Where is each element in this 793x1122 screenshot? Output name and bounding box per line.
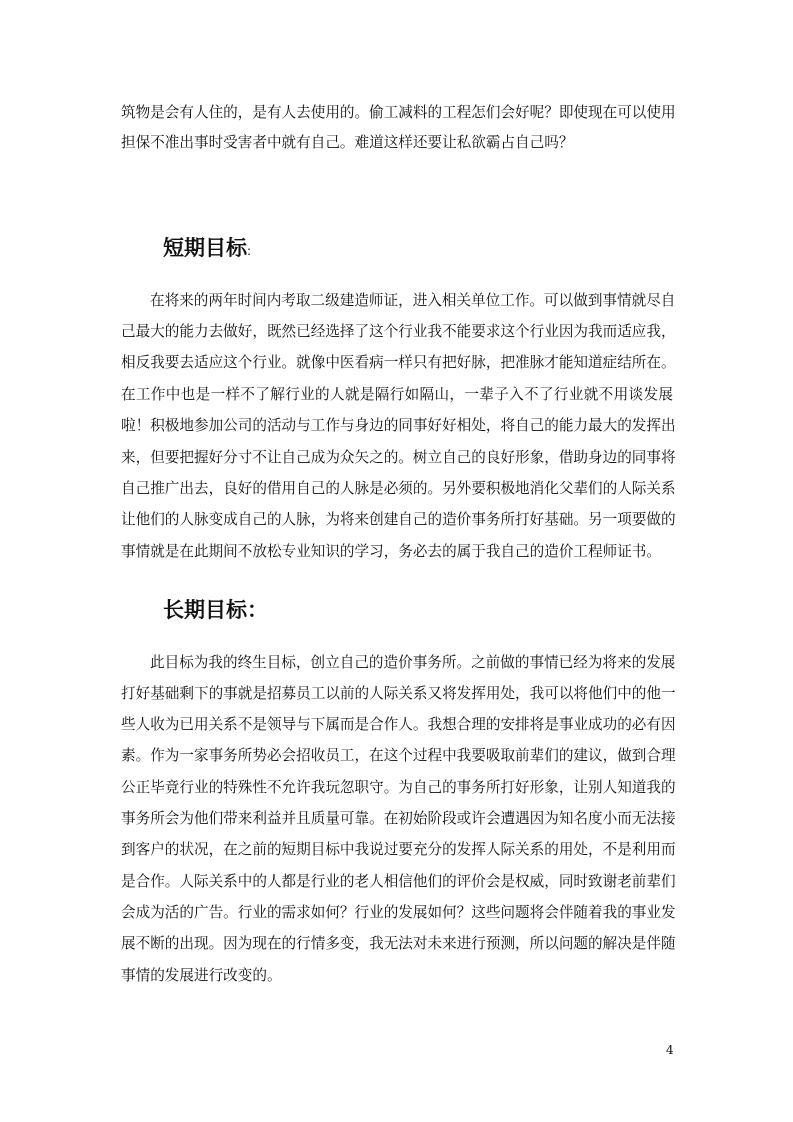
short-term-line-5: 啦！积极地参加公司的活动与工作与身边的同事好好相处，将自己的能力最大的发挥出	[121, 417, 676, 434]
long-term-line-1: 此目标为我的终生目标，创立自己的造价事务所。之前做的事情已经为将来的发展	[150, 654, 676, 671]
short-term-heading-colon: :	[247, 244, 252, 258]
long-term-line-2: 打好基础剩下的事就是招募员工以前的人际关系又将发挥用处，我可以将他们中的他一	[121, 685, 676, 702]
short-term-heading	[163, 235, 251, 264]
short-term-line-1: 在将来的两年时间内考取二级建造师证，进入相关单位工作。可以做到事情就尽自	[150, 292, 676, 309]
long-term-line-6: 事务所会为他们带来利益并且质量可靠。在初始阶段或许会遭遇因为知名度小而无法接	[121, 810, 676, 827]
short-term-line-2: 己最大的能力去做好，既然已经选择了这个行业我不能要求这个行业因为我而适应我，	[121, 323, 676, 340]
short-term-line-4: 在工作中也是一样不了解行业的人就是隔行如隔山，一辈子入不了行业就不用谈发展	[121, 386, 673, 403]
long-term-line-11: 事情的发展进行改变的。	[121, 967, 282, 984]
short-term-line-8: 让他们的人脉变成自己的人脉，为将来创建自己的造价事务所打好基础。另一项要做的	[121, 511, 676, 528]
intro-line-1: 筑物是会有人住的，是有人去使用的。偷工减料的工程怎们会好呢？即使现在可以使用	[121, 104, 676, 121]
long-term-line-3: 些人收为已用关系不是领导与下属而是合作人。我想合理的安排将是事业成功的必有因	[121, 716, 676, 733]
long-term-line-9: 会成为活的广告。行业的需求如何？行业的发展如何？这些问题将会伴随着我的事业发	[121, 904, 676, 921]
long-term-line-5: 公正毕竟行业的特殊性不允许我玩忽职守。为自己的事务所打好形象，让别人知道我的	[121, 779, 676, 796]
page-number: 4	[666, 1043, 674, 1057]
long-term-heading: 长期目标：	[163, 598, 268, 622]
short-term-line-9: 事情就是在此期间不放松专业知识的学习，务必去的属于我自己的造价工程师证书。	[121, 543, 661, 560]
long-term-line-4: 素。作为一家事务所势必会招收员工，在这个过程中我要吸取前辈们的建议，做到合理	[121, 747, 676, 764]
short-term-line-3: 相反我要去适应这个行业。就像中医看病一样只有把好脉，把准脉才能知道症结所在。	[121, 354, 676, 371]
short-term-line-6: 来，但要把握好分寸不让自己成为众矢之的。树立自己的良好形象，借助身边的同事将	[121, 449, 676, 466]
long-term-line-8: 是合作。人际关系中的人都是行业的老人相信他们的评价会是权威，同时致谢老前辈们	[121, 873, 676, 890]
long-term-line-7: 到客户的状况，在之前的短期目标中我说过要充分的发挥人际关系的用处，不是利用而	[121, 841, 676, 858]
short-term-heading-text: 短期目标	[163, 236, 247, 260]
intro-line-2: 担保不准出事时受害者中就有自己。难道这样还要让私欲霸占自己吗？	[121, 134, 574, 151]
long-term-line-10: 展不断的出现。因为现在的行情多变，我无法对未来进行预测，所以问题的解决是伴随	[121, 935, 676, 952]
short-term-line-7: 自己推广出去，良好的借用自己的人脉是必须的。另外要积极地消化父辈们的人际关系	[121, 480, 676, 497]
